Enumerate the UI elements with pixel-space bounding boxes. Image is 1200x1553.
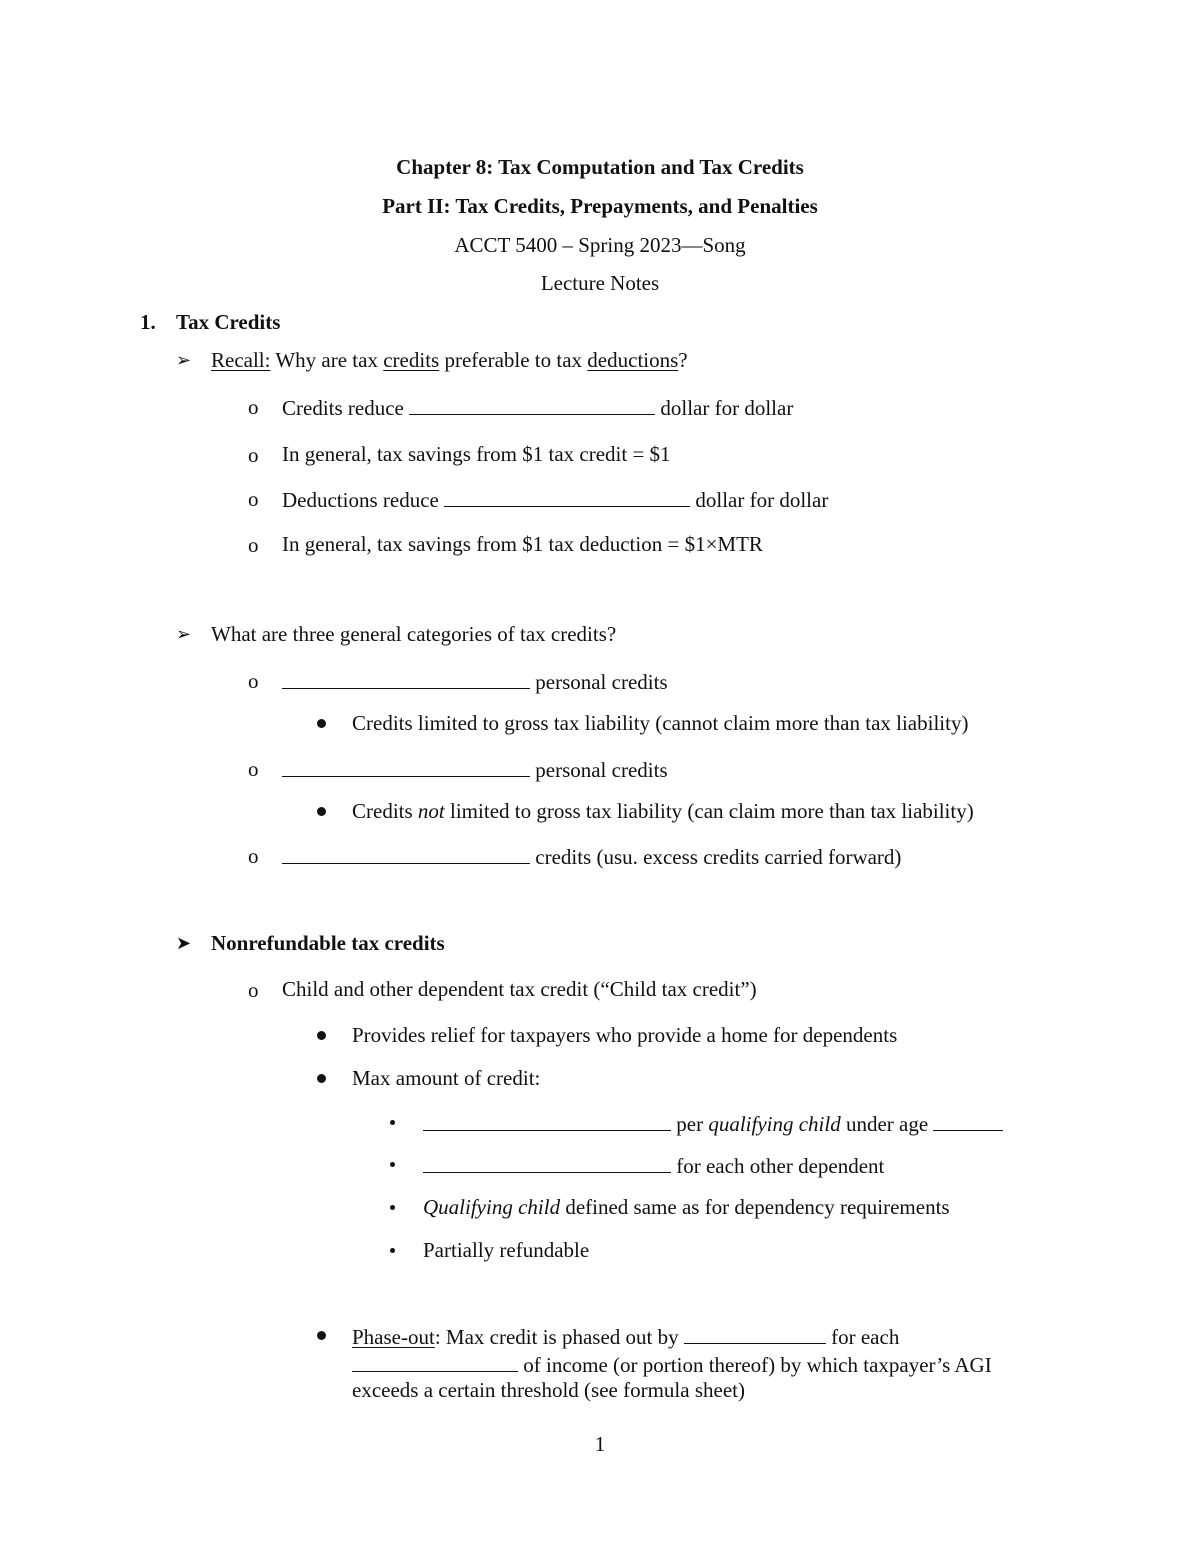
- category-2-text: personal credits: [530, 758, 668, 782]
- relief-bullet: Provides relief for taxpayers who provide a home for dependents: [352, 1023, 898, 1047]
- category-2-detail-b: limited to gross tax liability (can claim more than tax liability): [444, 799, 974, 823]
- deductions-word: deductions: [587, 348, 679, 372]
- partially-refundable: Partially refundable: [423, 1238, 590, 1262]
- qualifying-child-def-text: defined same as for dependency requirements: [560, 1195, 950, 1219]
- bullet-dot-icon: [317, 807, 326, 816]
- nonrefundable-heading: Nonrefundable tax credits: [211, 931, 445, 955]
- recall-item-3-pre: Deductions reduce: [282, 488, 445, 512]
- other-dependent-line: [423, 1154, 884, 1177]
- recall-item-3: [282, 488, 828, 511]
- recall-item-3-post: dollar for dollar: [690, 488, 829, 512]
- child-tax-credit-item: Child and other dependent tax credit (“Child tax credit”): [282, 977, 757, 1001]
- circle-bullet-icon: o: [248, 533, 259, 557]
- recall-question: [211, 350, 688, 371]
- qualifying-child-term: Qualifying child: [423, 1195, 561, 1219]
- fill-in-blank: [352, 1353, 518, 1372]
- document-title: Chapter 8: Tax Computation and Tax Credits: [396, 155, 804, 179]
- recall-item-2: In general, tax savings from $1 tax credit = $1: [282, 442, 671, 466]
- category-2: [282, 758, 668, 781]
- phase-out-line-2: [352, 1353, 992, 1376]
- category-1-detail: Credits limited to gross tax liability (cannot claim more than tax liability): [352, 711, 969, 735]
- circle-bullet-icon: o: [248, 978, 259, 1002]
- circle-bullet-icon: o: [248, 395, 259, 419]
- circle-bullet-icon: o: [248, 669, 259, 693]
- bullet-dot-icon: [317, 1331, 326, 1340]
- category-1: [282, 670, 668, 693]
- phase-out-text-c: of income (or portion thereof) by which taxpayer’s AGI: [518, 1353, 992, 1377]
- recall-item-1-post: dollar for dollar: [655, 396, 794, 420]
- recall-text-b: preferable to tax: [439, 348, 588, 372]
- categories-question: What are three general categories of tax credits?: [211, 622, 617, 646]
- max-amount-bullet: Max amount of credit:: [352, 1066, 541, 1090]
- fill-in-blank: [282, 845, 530, 864]
- document-subtitle: Part II: Tax Credits, Prepayments, and Penalties: [382, 194, 818, 218]
- phase-out-line-1: [352, 1325, 899, 1348]
- circle-bullet-icon: o: [248, 844, 259, 868]
- fill-in-blank: [282, 670, 530, 689]
- phase-out-text-a: : Max credit is phased out by: [434, 1325, 684, 1349]
- recall-text-a: Why are tax: [270, 348, 384, 372]
- fill-in-blank: [933, 1112, 1003, 1131]
- phase-out-line-3: exceeds a certain threshold (see formula sheet): [352, 1378, 745, 1402]
- fill-in-blank: [444, 488, 690, 507]
- course-line: ACCT 5400 – Spring 2023—Song: [454, 233, 746, 257]
- section-number: 1.: [140, 310, 156, 334]
- recall-item-1: [282, 396, 793, 419]
- recall-text-c: ?: [678, 348, 688, 372]
- other-dependent-text: for each other dependent: [671, 1154, 885, 1178]
- fill-in-blank: [282, 758, 530, 777]
- category-2-detail: [352, 801, 974, 822]
- qualifying-child-term: qualifying child: [708, 1112, 841, 1136]
- per-child-line: [423, 1112, 1003, 1135]
- category-2-detail-a: Credits: [352, 799, 418, 823]
- arrow-bullet-icon: ➢: [176, 350, 192, 371]
- fill-in-blank: [409, 396, 655, 415]
- phase-out-label: Phase-out: [352, 1325, 435, 1349]
- recall-label: Recall:: [211, 348, 271, 372]
- circle-bullet-icon: o: [248, 757, 259, 781]
- small-bullet-icon: [390, 1120, 395, 1125]
- per-child-text-b: under age: [840, 1112, 934, 1136]
- bullet-dot-icon: [317, 719, 326, 728]
- not-word: not: [417, 799, 445, 823]
- category-1-text: personal credits: [530, 670, 668, 694]
- recall-item-1-pre: Credits reduce: [282, 396, 410, 420]
- fill-in-blank: [423, 1112, 671, 1131]
- arrow-bullet-icon: ➤: [176, 933, 192, 954]
- fill-in-blank: [684, 1325, 826, 1344]
- circle-bullet-icon: o: [248, 443, 259, 467]
- arrow-bullet-icon: ➢: [176, 624, 192, 645]
- per-child-text-a: per: [671, 1112, 709, 1136]
- small-bullet-icon: [390, 1248, 395, 1253]
- qualifying-child-definition: [423, 1197, 950, 1218]
- phase-out-text-b: for each: [825, 1325, 900, 1349]
- page-number: 1: [594, 1432, 606, 1456]
- circle-bullet-icon: o: [248, 487, 259, 511]
- small-bullet-icon: [390, 1205, 395, 1210]
- category-3-text: credits (usu. excess credits carried forward): [530, 845, 902, 869]
- fill-in-blank: [423, 1154, 671, 1173]
- small-bullet-icon: [390, 1162, 395, 1167]
- bullet-dot-icon: [317, 1074, 326, 1083]
- recall-item-4: In general, tax savings from $1 tax deduction = $1×MTR: [282, 532, 763, 556]
- section-heading: Tax Credits: [176, 310, 281, 334]
- category-3: [282, 845, 901, 868]
- doc-type: Lecture Notes: [540, 271, 660, 295]
- credits-word: credits: [383, 348, 440, 372]
- bullet-dot-icon: [317, 1031, 326, 1040]
